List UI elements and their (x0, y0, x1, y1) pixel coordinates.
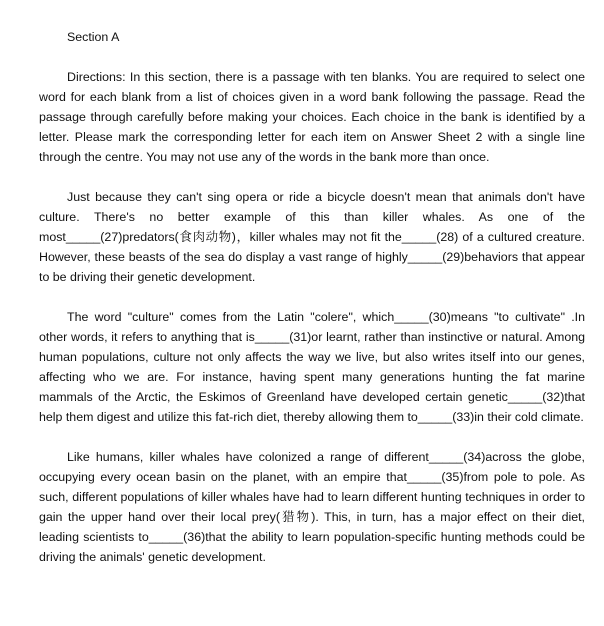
document-page (39, 27, 585, 587)
directions-paragraph: Directions: In this section, there is a passage with ten blanks. You are required to select one word for each blank from a list of choices given in a word bank following the passage. Read the passage through carefully before making your choices. Each choice in the bank is identified by a letter. Please mark the corresponding letter for each item on Answer Sheet 2 with a single line through the centre. You may not use any of the words in the bank more than once. (39, 70, 585, 164)
passage-paragraph-1: Just because they can't sing opera or ride a bicycle doesn't mean that animals don't have culture. There's no better example of this than killer whales. As one of the most_____(27)predators(食肉动物)，killer whales may not fit the_____(28) of a cultured creature. However, these beasts of the sea do display a vast range of highly_____(29)behaviors that appear to be driving their genetic development. (39, 190, 585, 284)
passage-paragraph-2: The word "culture" comes from the Latin "colere", which_____(30)means "to cultivate" .In other words, it refers to anything that is_____(31)or learnt, rather than instinctive or natural. Among human populations, culture not only affects the way we live, but also writes itself into our genes, affecting who we are. For instance, having spent many generations hunting the fat marine mammals of the Arctic, the Eskimos of Greenland have developed certain genetic_____(32)that help them digest and utilize this fat-rich diet, thereby allowing them to_____(33)in their cold climate. (39, 310, 585, 424)
passage-paragraph-3: Like humans, killer whales have colonized a range of different_____(34)across the globe, occupying every ocean basin on the planet, with an empire that_____(35)from pole to pole. As such, different populations of killer whales have had to learn different hunting techniques in order to gain the upper hand over their local prey(猎物). This, in turn, has a major effect on their diet, leading scientists to_____(36)that the ability to learn population-specific hunting methods could be driving the animals' genetic development. (39, 450, 585, 564)
section-title: Section A (67, 30, 120, 44)
